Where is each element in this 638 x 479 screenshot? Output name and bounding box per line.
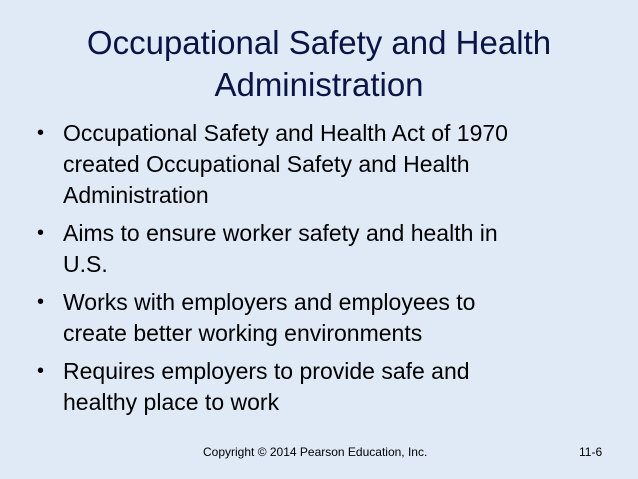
- bullet-line: Administration: [63, 182, 209, 208]
- bullet-text: [63, 287, 598, 349]
- bullet-text: [63, 218, 598, 280]
- slide-title: [30, 22, 608, 106]
- bullet-line: Requires employers to provide safe and: [63, 358, 470, 384]
- slide-title-line-1: Occupational Safety and Health: [86, 24, 552, 61]
- bullet-line: created Occupational Safety and Health: [63, 151, 470, 177]
- bullet-icon: •: [37, 122, 45, 144]
- bullet-list: [0, 118, 638, 425]
- bullet-icon: •: [37, 222, 45, 244]
- bullet-item-works-with: [0, 287, 638, 349]
- bullet-line: Aims to ensure worker safety and health in: [63, 220, 498, 246]
- bullet-line: create better working environments: [63, 320, 423, 346]
- bullet-line: Works with employers and employees to: [63, 289, 476, 315]
- bullet-line: Occupational Safety and Health Act of 1970: [63, 120, 508, 146]
- bullet-item-requires: [0, 356, 638, 418]
- bullet-line: healthy place to work: [63, 389, 280, 415]
- bullet-line: U.S.: [63, 251, 108, 277]
- bullet-icon: •: [37, 291, 45, 313]
- bullet-icon: •: [37, 360, 45, 382]
- bullet-text: [63, 118, 598, 211]
- slide-title-line-2: Administration: [214, 66, 424, 103]
- copyright-notice: Copyright © 2014 Pearson Education, Inc.: [203, 445, 428, 459]
- bullet-item-aims: [0, 218, 638, 280]
- bullet-item-osh-act: [0, 118, 638, 211]
- bullet-text: [63, 356, 598, 418]
- slide-number: 11-6: [579, 445, 603, 459]
